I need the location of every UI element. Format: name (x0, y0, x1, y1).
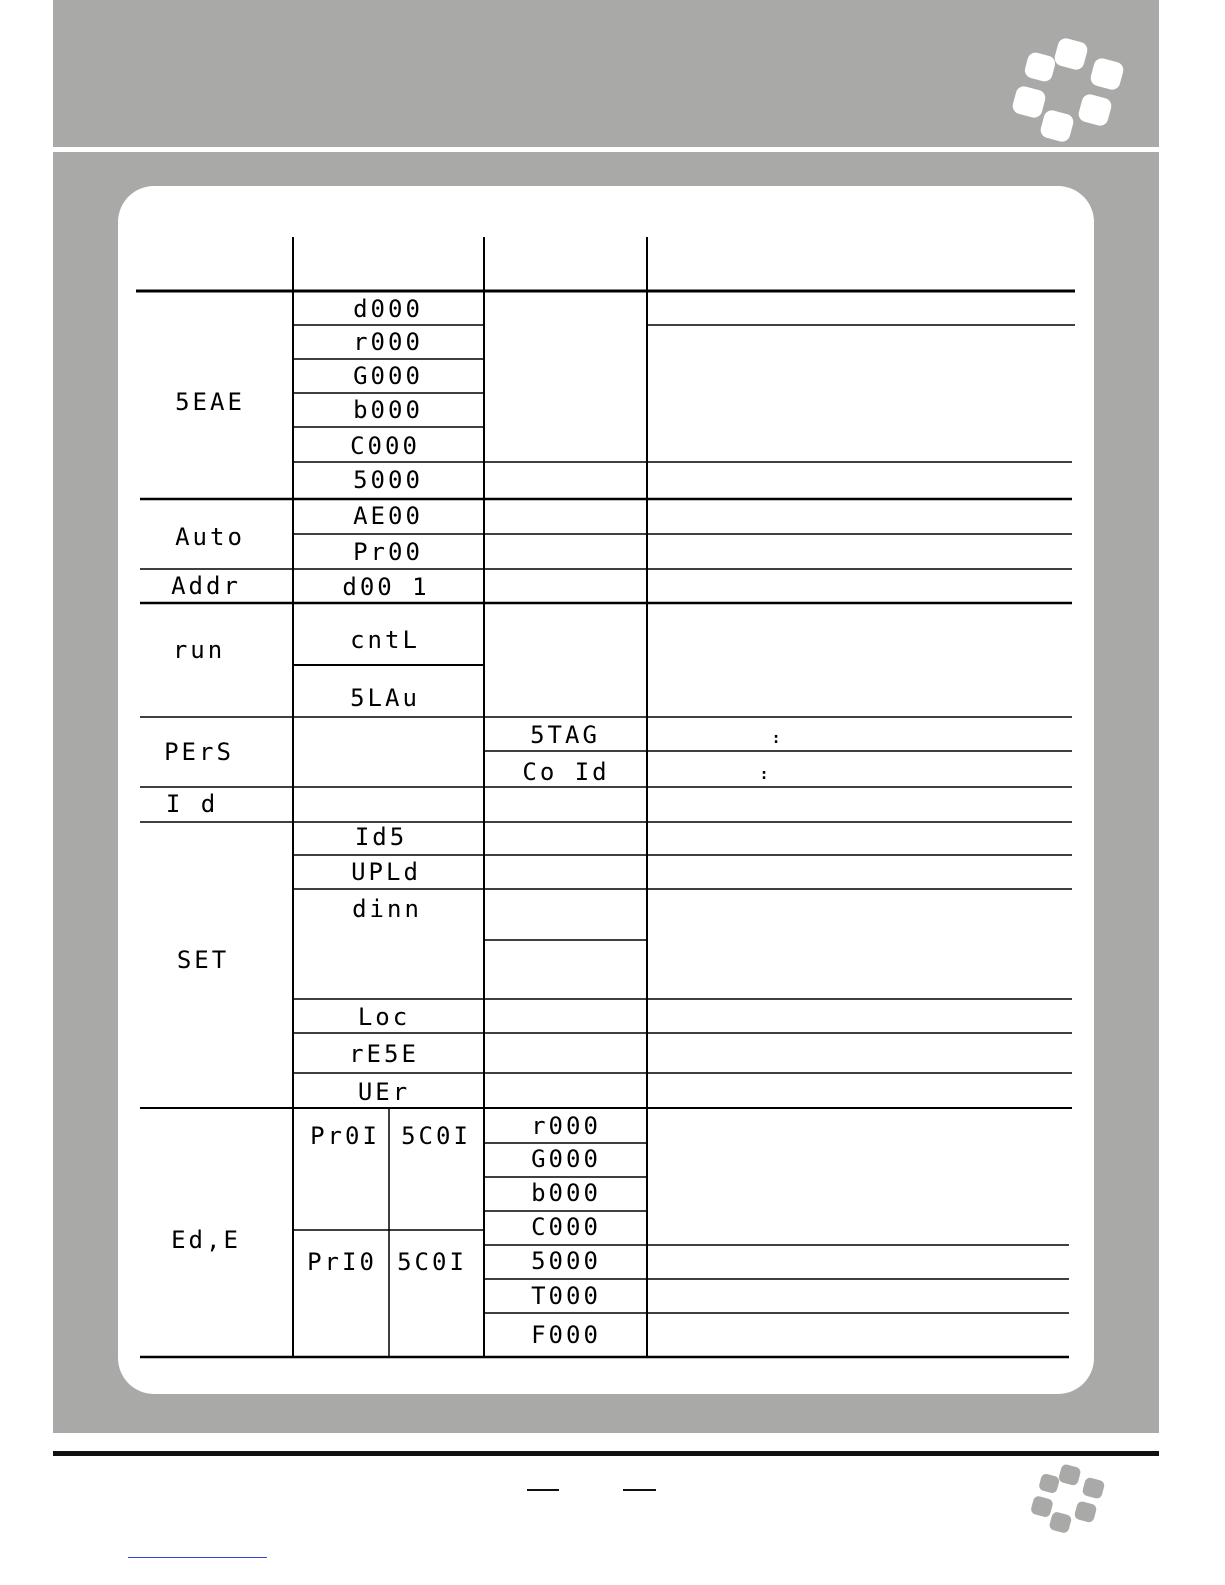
edit-item: F000 (531, 1321, 601, 1349)
submenu-item: cntL (350, 626, 420, 654)
menu-id: I d (165, 790, 219, 818)
edit-item: b000 (531, 1179, 601, 1207)
submenu-item: AE00 (353, 502, 423, 530)
footer-divider (53, 1451, 1159, 1456)
submenu-item: r000 (353, 328, 423, 356)
submenu-item: 5LAu (350, 684, 420, 712)
edit-item: T000 (531, 1282, 601, 1310)
menu-auto: Auto (175, 523, 245, 551)
submenu-item: Pr00 (353, 538, 423, 566)
program-code: PrI0 (307, 1248, 377, 1276)
page-total-underline (623, 1489, 656, 1491)
colon-mark: : (761, 767, 767, 783)
menu-addr: Addr (171, 572, 241, 600)
submenu-item: Co Id (522, 758, 610, 786)
submenu-item: b000 (353, 396, 423, 424)
submenu-item: d000 (353, 295, 423, 323)
submenu-item: d00 1 (342, 573, 430, 601)
submenu-item: C000 (350, 432, 420, 460)
submenu-item: UPLd (351, 858, 421, 886)
edit-item: G000 (531, 1145, 601, 1173)
menu-pers: PErS (164, 738, 234, 766)
submenu-item: 5TAG (530, 721, 600, 749)
submenu-item: 5000 (353, 466, 423, 494)
submenu-item: G000 (353, 362, 423, 390)
submenu-item: dinn (352, 895, 422, 923)
flower-logo-icon (1028, 1462, 1106, 1538)
footer-link-underline[interactable] (128, 1557, 267, 1558)
menu-run: run (172, 636, 226, 664)
submenu-item: rE5E (349, 1040, 419, 1068)
edit-item: C000 (531, 1213, 601, 1241)
program-code: Pr0I (310, 1122, 380, 1150)
submenu-item: UEr (357, 1078, 411, 1106)
page-number-underline (527, 1489, 559, 1491)
menu-set: SET (176, 946, 230, 974)
menu-edit: Ed,E (171, 1226, 241, 1254)
submenu-item: Id5 (354, 823, 408, 851)
scene-code: 5C0I (401, 1122, 471, 1150)
menu-stat: 5EAE (175, 388, 245, 416)
colon-mark: : (773, 731, 779, 747)
edit-item: r000 (531, 1112, 601, 1140)
submenu-item: Loc (357, 1003, 411, 1031)
scene-code: 5C0I (397, 1248, 467, 1276)
edit-item: 5000 (531, 1247, 601, 1275)
